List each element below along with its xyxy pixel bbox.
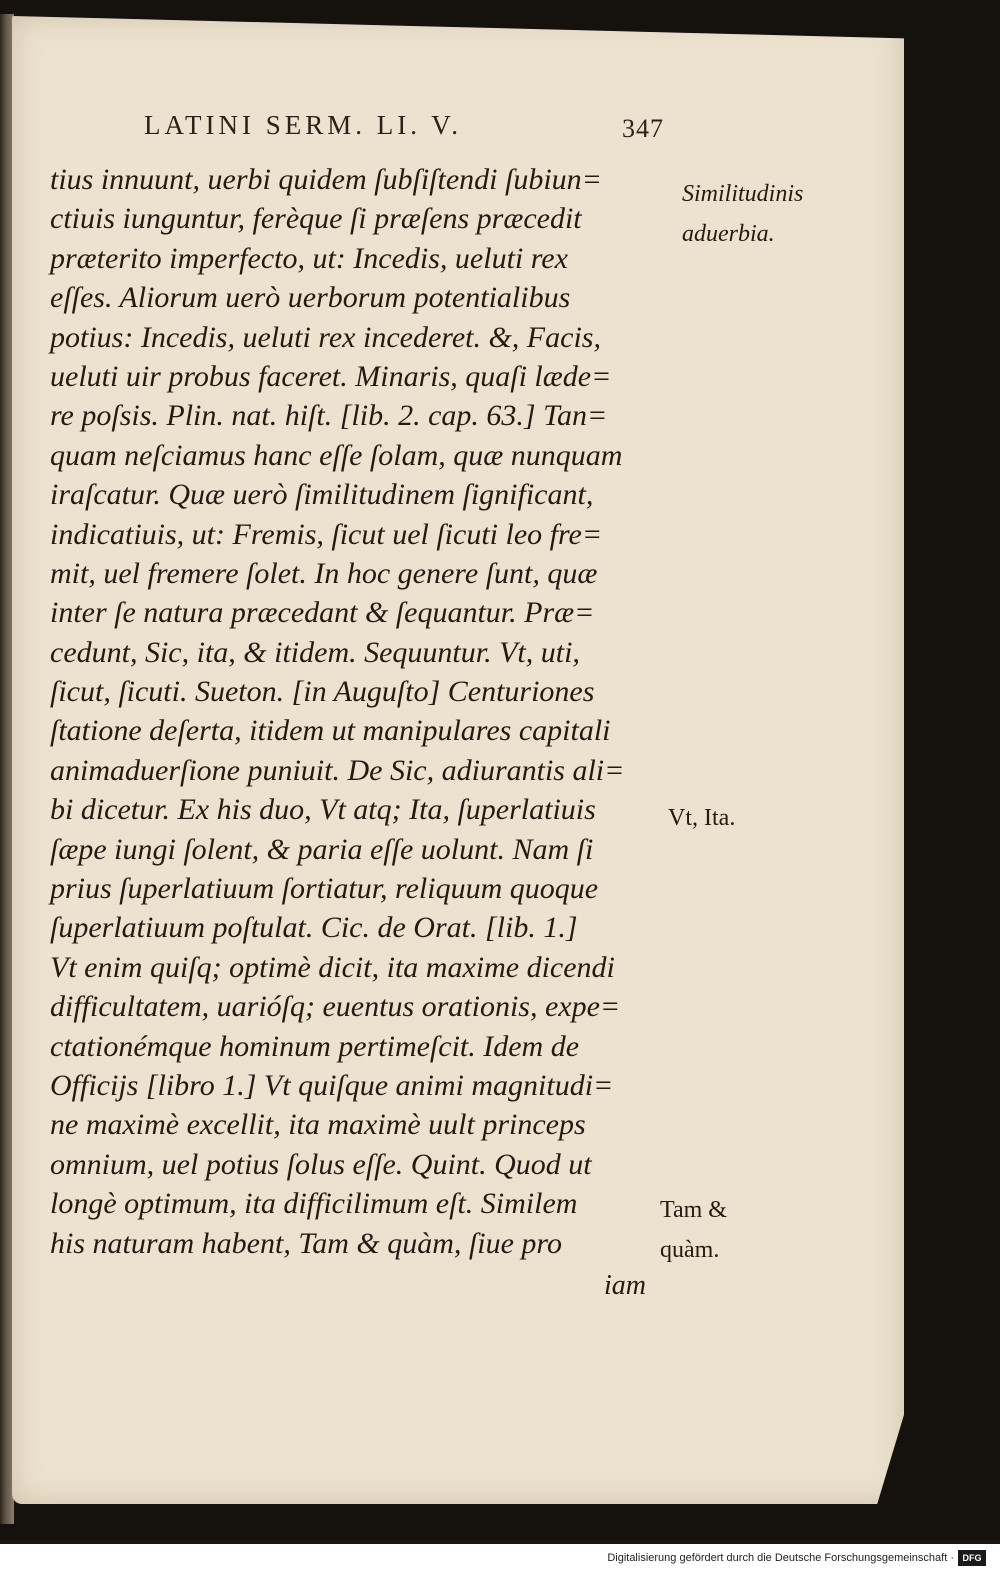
text-line: ſuperlatiuum poſtulat. Cic. de Orat. [lib. 1.] (50, 911, 578, 945)
marginal-note-ut-ita: Vt, Ita. (668, 805, 736, 831)
text-line: indicatiuis, ut: Fremis, ſicut uel ſicuti leo fre= (50, 517, 603, 551)
text-line: Vt enim quiſq; optimè dicit, ita maxime dicendi (50, 950, 615, 984)
text-line: Officijs [libro 1.] Vt quiſque animi magnitudi= (50, 1068, 614, 1102)
body-text (50, 160, 690, 1263)
text-line: prius ſuperlatiuum ſortiatur, reliquum quoque (50, 872, 599, 906)
text-line: iraſcatur. Quæ uerò ſimilitudinem ſignificant, (50, 478, 594, 512)
text-line: præterito imperfecto, ut: Incedis, ueluti rex (50, 241, 568, 275)
text-line: ne maximè excellit, ita maximè uult princeps (50, 1108, 586, 1142)
text-line: ſæpe iungi ſolent, & paria eſſe uolunt. Nam ſi (50, 832, 594, 866)
marginal-note-line: quàm. (660, 1237, 720, 1263)
running-head (144, 110, 684, 150)
marginal-note-tam-quam (660, 1190, 727, 1270)
page-number: 347 (622, 114, 664, 143)
text-line: ſicut, ſicuti. Sueton. [in Auguſto] Centuriones (50, 675, 595, 709)
text-line: tius innuunt, uerbi quidem ſubſiſtendi ſubiun= (50, 163, 602, 196)
catchword: iam (604, 1270, 646, 1301)
marginal-note-similitudinis (682, 174, 803, 254)
text-line: omnium, uel potius ſolus eſſe. Quint. Quod ut (50, 1147, 592, 1181)
text-line: ueluti uir probus faceret. Minaris, quaſi læde= (50, 359, 612, 393)
marginal-note-line: Similitudinis (682, 181, 804, 207)
text-line: inter ſe natura præcedant & ſequantur. Præ= (50, 596, 595, 630)
text-line: animaduerſione puniuit. De Sic, adiurantis ali= (50, 753, 625, 787)
dfg-logo-icon: DFG (958, 1550, 986, 1566)
text-line: difficultatem, uarióſq; euentus orationis, expe= (50, 990, 621, 1024)
marginal-note-line: aduerbia. (682, 221, 775, 247)
text-line: eſſes. Aliorum uerò uerborum potentialibus (50, 281, 571, 315)
digitization-footer (0, 1544, 1000, 1582)
text-line: ctiuis iunguntur, ferèque ſi præſens præcedit (50, 202, 582, 236)
text-line: quam neſciamus hanc eſſe ſolam, quæ nunquam (50, 438, 623, 472)
running-head-title: LATINI SERM. LI. V. (144, 110, 463, 140)
text-line: longè optimum, ita difficilimum eſt. Similem (50, 1187, 578, 1221)
text-line: cedunt, Sic, ita, & itidem. Sequuntur. Vt, uti, (50, 635, 580, 669)
text-line: potius: Incedis, ueluti rex incederet. &, Facis, (50, 320, 601, 354)
text-line: ctationémque hominum pertimeſcit. Idem de (50, 1029, 580, 1063)
page-fore-edge (0, 14, 14, 1524)
funding-credit: Digitalisierung gefördert durch die Deutsche Forschungsgemeinschaft · (607, 1552, 954, 1564)
marginal-note-line: Tam & (660, 1197, 727, 1223)
text-line: his naturam habent, Tam & quàm, ſiue pro (50, 1226, 562, 1260)
text-line: ſtatione deſerta, itidem ut manipulares capitali (50, 714, 611, 748)
text-line: bi dicetur. Ex his duo, Vt atq; Ita, ſuperlatiuis (50, 793, 596, 827)
text-line: mit, uel fremere ſolet. In hoc genere ſunt, quæ (50, 556, 598, 590)
text-line: re poſsis. Plin. nat. hiſt. [lib. 2. cap. 63.] Tan= (50, 399, 608, 433)
